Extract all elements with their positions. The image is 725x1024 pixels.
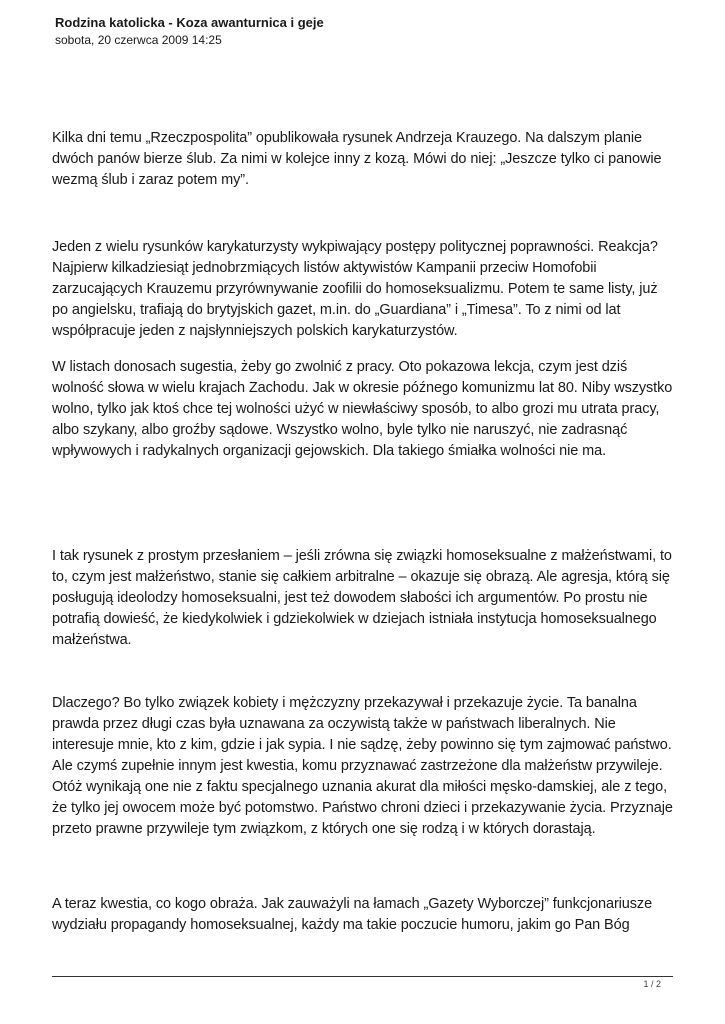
paragraph-5: Dlaczego? Bo tylko związek kobiety i mężczyzny przekazywał i przekazuje życie. Ta banalna prawda przez długi czas była uznawana za oczywistą także w państwach liberalnych. Nie interesuje mnie, kto z kim, gdzie i jak sypia. I nie sądzę, żeby powinno się tym zajmować państwo. Ale czymś zupełnie innym jest kwestia, komu przyznawać zastrzeżone dla małżeństw przywileje. Otóż wynikają one nie z faktu specjalnego uznania akurat dla miłości męsko-damskiej, ale z tego, że tylko jej owocem może być potomstwo. Państwo chroni dzieci i przekazywanie życia. Przyznaje przeto prawne przywileje tym związkom, z których one się rodzą i w których dorastają.	[52, 695, 673, 837]
article-body	[52, 128, 674, 933]
document-header	[55, 14, 675, 48]
footer-divider	[52, 976, 673, 977]
paragraph-3: W listach donosach sugestia, żeby go zwolnić z pracy. Oto pokazowa lekcja, czym jest dziś wolność słowa w wielu krajach Zachodu. Jak w okresie późnego komunizmu lat 80. Niby wszystko wolno, tylko jak ktoś chce tej wolności użyć w niewłaściwy sposób, to albo grozi mu utrata pracy, albo szykany, albo groźby sądowe. Wszystko wolno, byle tylko nie naruszyć, nie zadrasnąć wpływowych i radykalnych organizacji gejowskich. Dla takiego śmiałka wolności nie ma.	[52, 359, 673, 459]
paragraph-6: A teraz kwestia, co kogo obraża. Jak zauważyli na łamach „Gazety Wyborczej” funkcjonariusze wydziału propagandy homoseksualnej, każdy ma takie poczucie humoru, jakim go Pan Bóg	[52, 896, 653, 933]
page-number: 1 / 2	[643, 979, 661, 989]
paragraph-2: Jeden z wielu rysunków karykaturzysty wykpiwający postępy politycznej poprawności. Reakcja? Najpierw kilkadziesiąt jednobrzmiących listów aktywistów Kampanii przeciw Homofobii zarzucających Krauzemu przyrównywanie zoofilii do homoseksualizmu. Potem te same listy, już po angielsku, trafiają do brytyjskich gazet, m.in. do „Guardiana” i „Timesa”. To z nimi od lat współpracuje jeden z najsłynniejszych polskich karykaturzystów.	[52, 239, 658, 339]
paragraph-1: Kilka dni temu „Rzeczpospolita” opublikowała rysunek Andrzeja Krauzego. Na dalszym planie dwóch panów bierze ślub. Za nimi w kolejce inny z kozą. Mówi do niej: „Jeszcze tylko ci panowie wezmą ślub i zaraz potem my”.	[52, 130, 662, 188]
article-title: Rodzina katolicka - Koza awanturnica i geje	[55, 15, 324, 30]
paragraph-4: I tak rysunek z prostym przesłaniem – jeśli zrówna się związki homoseksualne z małżeństwami, to to, czym jest małżeństwo, stanie się całkiem arbitralne – okazuje się obrazą. Ale agresja, którą się posługują ideolodzy homoseksualni, jest też dowodem słabości ich argumentów. Po prostu nie potrafią dowieść, że kiedykolwiek i gdziekolwiek w dziejach istniała instytucja homoseksualnego małżeństwa.	[52, 548, 672, 648]
publication-date: sobota, 20 czerwca 2009 14:25	[55, 33, 222, 47]
